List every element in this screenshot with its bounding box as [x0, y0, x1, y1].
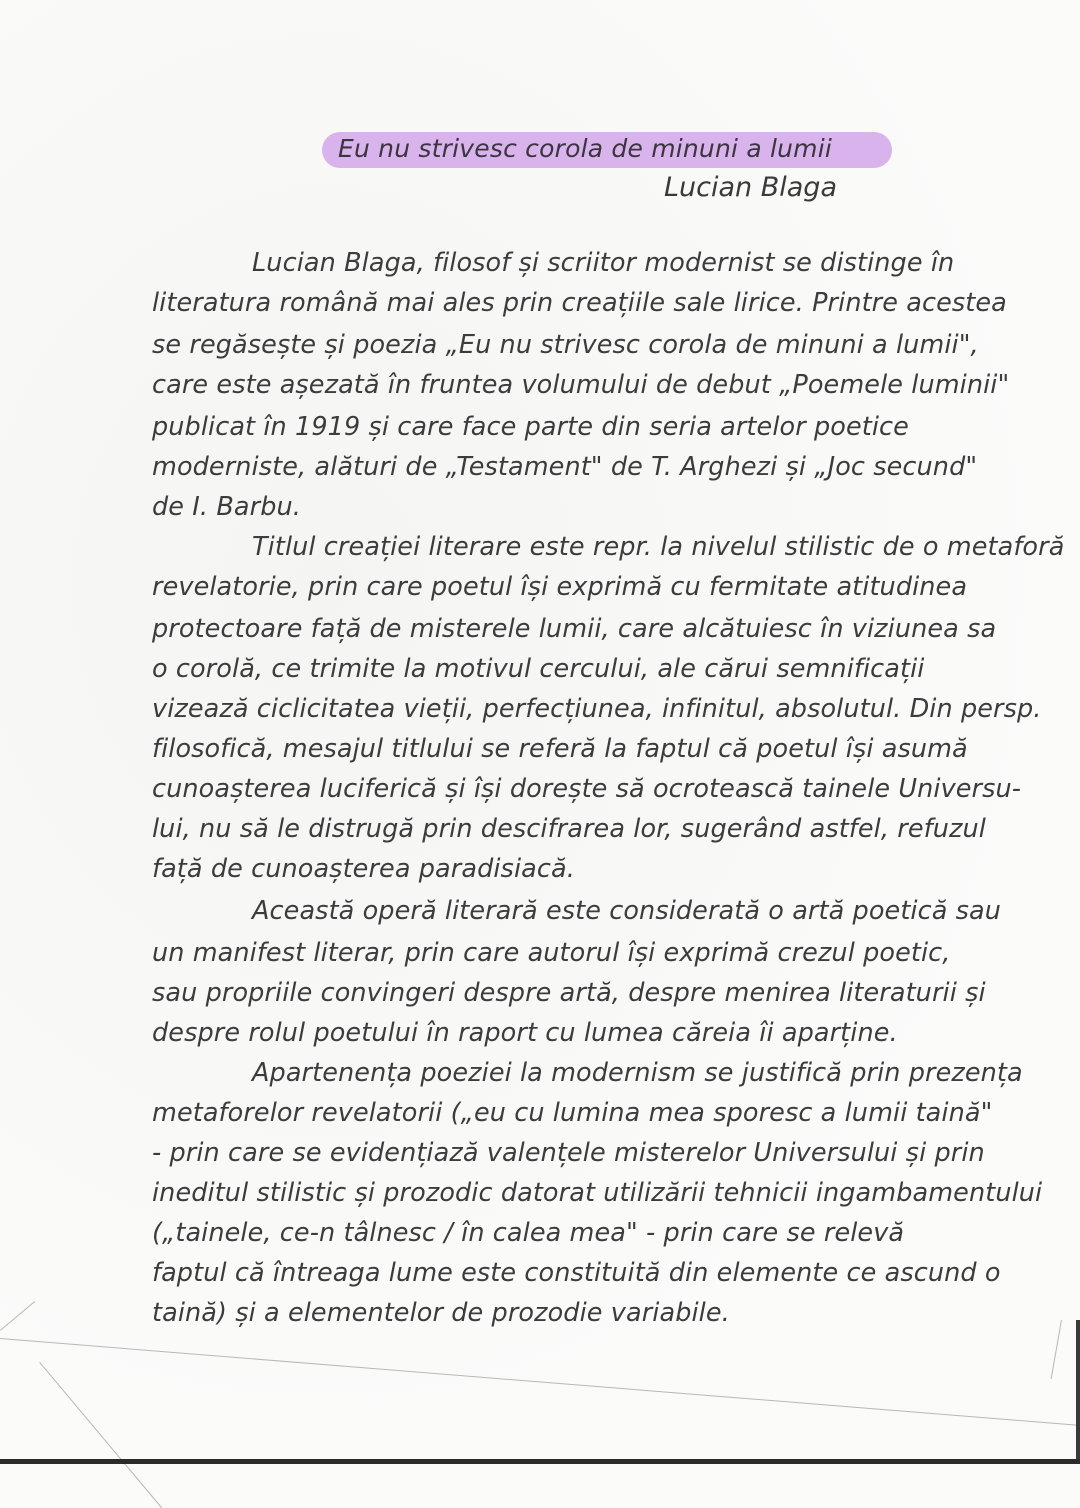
text-line: protectoare față de misterele lumii, care alcătuiesc în viziunea sa [152, 614, 997, 644]
text-line: sau propriile convingeri despre artă, despre menirea literaturii și [152, 978, 986, 1008]
text-line: Această operă literară este considerată o artă poetică sau [252, 896, 1002, 926]
text-line: o corolă, ce trimite la motivul cercului, ale cărui semnificații [152, 654, 925, 684]
text-line: metaforelor revelatorii („eu cu lumina mea sporesc a lumii taină" [152, 1098, 993, 1128]
text-line: vizează ciclicitatea vieții, perfecțiunea, infinitul, absolutul. Din persp. [152, 694, 1042, 724]
page-edge-shadow [0, 1459, 1080, 1464]
text-line: revelatorie, prin care poetul își exprimă cu fermitate atitudinea [152, 572, 968, 602]
text-line: Titlul creației literare este repr. la nivelul stilistic de o metaforă [252, 532, 1065, 562]
text-line: de I. Barbu. [152, 492, 301, 522]
paper-crease [1051, 1320, 1062, 1379]
text-line: („tainele, ce-n tâlnesc / în calea mea" - prin care se relevă [152, 1218, 905, 1248]
paper-crease [39, 1362, 162, 1508]
text-line: publicat în 1919 și care face parte din seria artelor poetice [152, 412, 909, 442]
text-line: Apartenența poeziei la modernism se justifică prin prezența [252, 1058, 1023, 1088]
text-line: lui, nu să le distrugă prin descifrarea lor, sugerând astfel, refuzul [152, 814, 986, 844]
author-name: Lucian Blaga [664, 172, 837, 203]
text-line: care este așezată în fruntea volumului de debut „Poemele luminii" [152, 370, 1010, 400]
text-line: moderniste, alături de „Testament" de T. Arghezi și „Joc secund" [152, 452, 978, 482]
essay-title: Eu nu strivesc corola de minuni a lumii [338, 134, 833, 163]
text-line: Lucian Blaga, filosof și scriitor modernist se distinge în [252, 248, 955, 278]
text-line: un manifest literar, prin care autorul își exprimă crezul poetic, [152, 938, 951, 968]
page-edge-shadow [1076, 1320, 1080, 1464]
text-line: taină) și a elementelor de prozodie variabile. [152, 1298, 730, 1328]
text-line: cunoașterea luciferică și își dorește să ocrotească tainele Universu- [152, 774, 1022, 804]
text-line: - prin care se evidențiază valențele misterelor Universului și prin [152, 1138, 985, 1168]
paper-crease [0, 1301, 35, 1331]
text-line: faptul că întreaga lume este constituită din elemente ce ascund o [152, 1258, 1001, 1288]
text-line: filosofică, mesajul titlului se referă la faptul că poetul își asumă [152, 734, 968, 764]
paper-crease [0, 1338, 1077, 1426]
text-line: literatura română mai ales prin creațiile sale lirice. Printre acestea [152, 288, 1007, 318]
text-line: despre rolul poetului în raport cu lumea căreia îi aparține. [152, 1018, 898, 1048]
text-line: față de cunoașterea paradisiacă. [152, 854, 575, 884]
text-line: ineditul stilistic și prozodic datorat utilizării tehnicii ingambamentului [152, 1178, 1043, 1208]
text-line: se regăsește și poezia „Eu nu strivesc corola de minuni a lumii", [152, 330, 979, 360]
